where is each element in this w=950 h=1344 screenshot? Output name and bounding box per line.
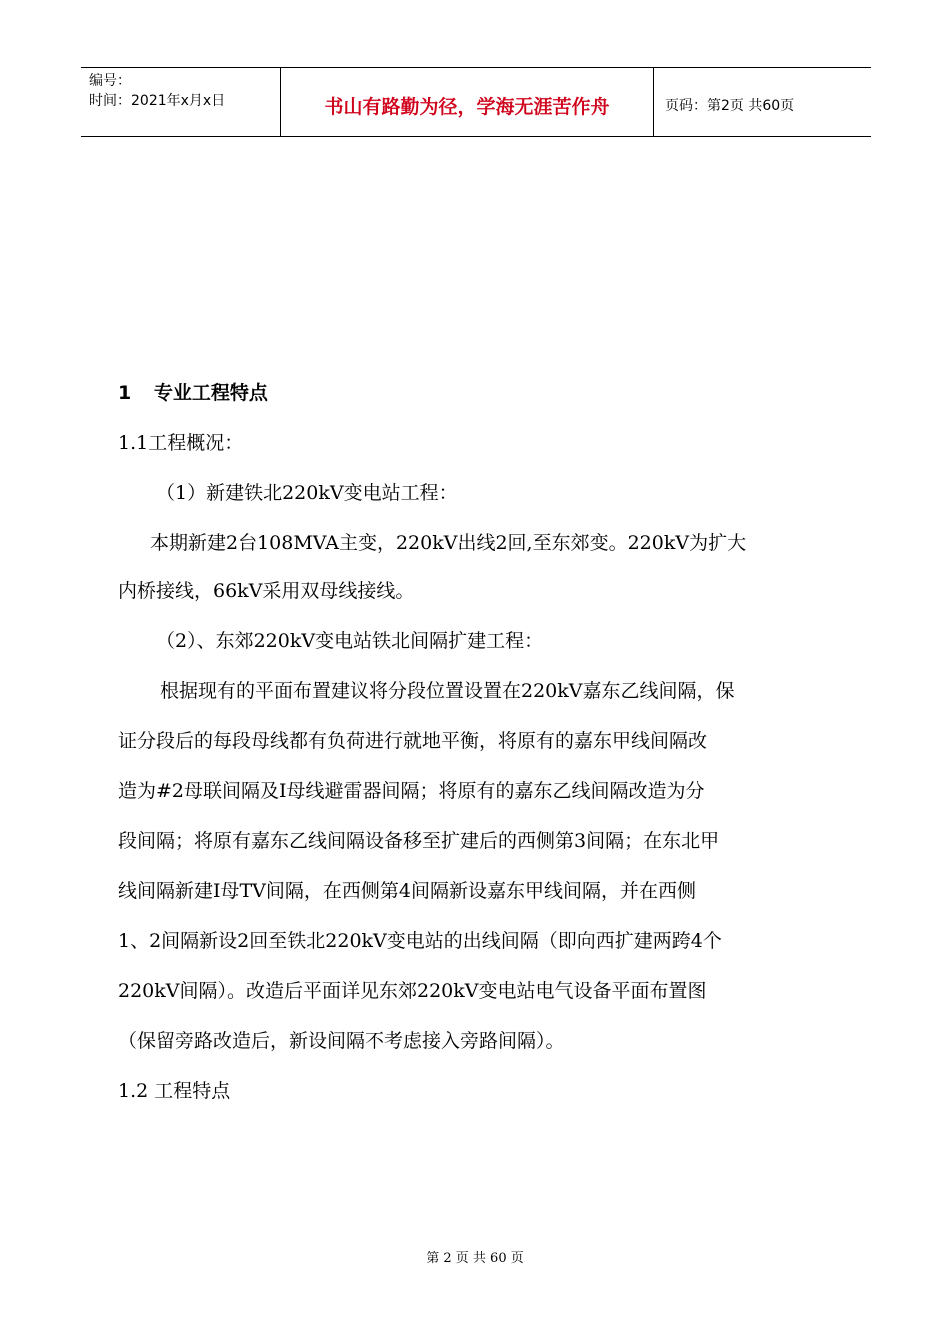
header-left-cell bbox=[81, 68, 280, 136]
header-motto: 书山有路勤为径，学海无涯苦作舟 bbox=[324, 96, 610, 118]
paragraph-line: 1、2间隔新设2回至铁北220kV变电站的出线间隔（即向西扩建两跨4个 bbox=[118, 930, 722, 952]
header-middle-cell bbox=[280, 68, 654, 136]
document-number-label: 编号： bbox=[89, 73, 131, 89]
paragraph-line: 根据现有的平面布置建议将分段位置设置在220kV嘉东乙线间隔，保 bbox=[160, 680, 735, 702]
section-heading-number: 1 bbox=[118, 382, 132, 404]
paragraph-line: 220kV间隔）。改造后平面详见东郊220kV变电站电气设备平面布置图 bbox=[118, 980, 707, 1002]
section-heading-title: 专业工程特点 bbox=[153, 382, 268, 404]
item-2-title: （2）、东郊220kV变电站铁北间隔扩建工程： bbox=[156, 630, 544, 652]
paragraph-line: 段间隔；将原有嘉东乙线间隔设备移至扩建后的西侧第3间隔；在东北甲 bbox=[118, 830, 720, 852]
page-footer bbox=[0, 1247, 950, 1266]
subsection-title-1-1: 1.1工程概况： bbox=[118, 432, 244, 454]
page-header bbox=[81, 67, 871, 137]
paragraph-line: 本期新建2台108MVA主变，220kV出线2回,至东郊变。220kV为扩大 bbox=[150, 532, 747, 554]
paragraph-line: 造为#2母联间隔及Ⅰ母线避雷器间隔；将原有的嘉东乙线间隔改造为分 bbox=[118, 780, 705, 802]
subsection-title-1-2: 1.2 工程特点 bbox=[118, 1080, 231, 1102]
header-page-info: 页码：第2页 共60页 bbox=[665, 98, 795, 114]
item-1-title: （1）新建铁北220kV变电站工程： bbox=[156, 482, 458, 504]
paragraph-line: 内桥接线，66kV采用双母线接线。 bbox=[118, 580, 415, 602]
paragraph-line: （保留旁路改造后，新设间隔不考虑接入旁路间隔）。 bbox=[118, 1030, 565, 1052]
footer-page-number: 第 2 页 共 60 页 bbox=[426, 1251, 524, 1266]
section-heading bbox=[118, 380, 268, 406]
header-right-cell bbox=[653, 68, 871, 136]
paragraph-line: 线间隔新建Ⅰ母TV间隔，在西侧第4间隔新设嘉东甲线间隔，并在西侧 bbox=[118, 880, 696, 902]
paragraph-line: 证分段后的每段母线都有负荷进行就地平衡，将原有的嘉东甲线间隔改 bbox=[118, 730, 708, 752]
document-date-label: 时间：2021年x月x日 bbox=[89, 93, 226, 109]
